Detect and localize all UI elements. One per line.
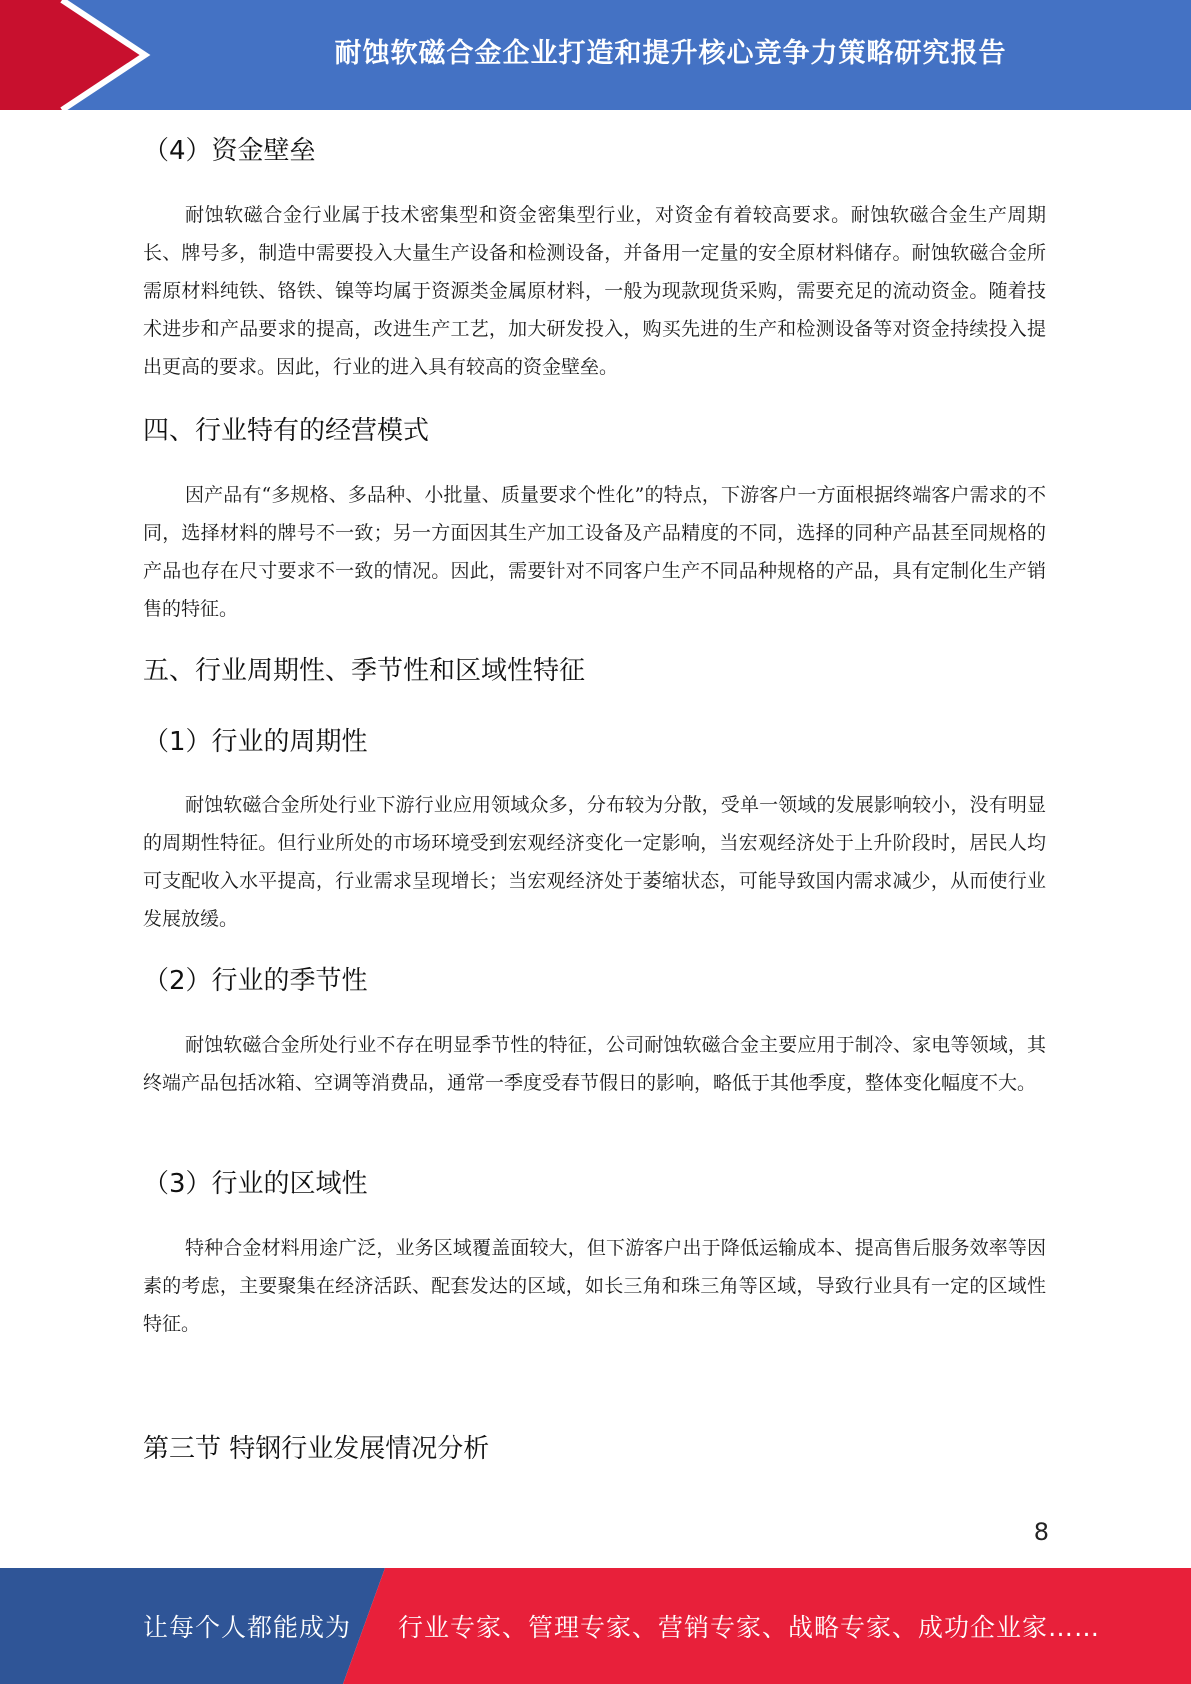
page-header-banner xyxy=(0,0,1191,110)
heading-business-model: 四、行业特有的经营模式 xyxy=(143,416,430,446)
heading-industry-characteristics: 五、行业周期性、季节性和区域性特征 xyxy=(143,656,586,686)
page-number: 8 xyxy=(1033,1518,1049,1546)
paragraph-cyclicality: 耐蚀软磁合金所处行业下游行业应用领域众多，分布较为分散，受单一领域的发展影响较小，没有明显的周期性特征。但行业所处的市场环境受到宏观经济变化一定影响，当宏观经济处于上升阶段时，居民人均可支配收入水平提高，行业需求呈现增长；当宏观经济处于萎缩状态，可能导致国内需求减少，从而使行业发展放缓。 xyxy=(143,794,1046,930)
header-arrow-decoration xyxy=(0,0,160,110)
report-title: 耐蚀软磁合金企业打造和提升核心竞争力策略研究报告 xyxy=(334,37,1007,69)
footer-slogan-left: 让每个人都能成为 xyxy=(143,1613,352,1642)
paragraph-capital-barrier: 耐蚀软磁合金行业属于技术密集型和资金密集型行业，对资金有着较高要求。耐蚀软磁合金生产周期长、牌号多，制造中需要投入大量生产设备和检测设备，并备用一定量的安全原材料储存。耐蚀软磁合金所需原材料纯铁、铬铁、镍等均属于资源类金属原材料，一般为现款现货采购，需要充足的流动资金。随着技术进步和产品要求的提高，改进生产工艺，加大研发投入，购买先进的生产和检测设备等对资金持续投入提出更高的要求。因此，行业的进入具有较高的资金壁垒。 xyxy=(143,204,1046,378)
paragraph-business-model: 因产品有“多规格、多品种、小批量、质量要求个性化”的特点，下游客户一方面根据终端客户需求的不同，选择材料的牌号不一致；另一方面因其生产加工设备及产品精度的不同，选择的同种产品甚至同规格的产品也存在尺寸要求不一致的情况。因此，需要针对不同客户生产不同品种规格的产品，具有定制化生产销售的特征。 xyxy=(143,484,1046,620)
paragraph-regionality: 特种合金材料用途广泛，业务区域覆盖面较大，但下游客户出于降低运输成本、提高售后服务效率等因素的考虑，主要聚集在经济活跃、配套发达的区域，如长三角和珠三角等区域，导致行业具有一定的区域性特征。 xyxy=(143,1237,1046,1335)
heading-regionality: （3）行业的区域性 xyxy=(143,1169,368,1199)
paragraph-seasonality: 耐蚀软磁合金所处行业不存在明显季节性的特征，公司耐蚀软磁合金主要应用于制冷、家电等领域，其终端产品包括冰箱、空调等消费品，通常一季度受春节假日的影响，略低于其他季度，整体变化幅度不大。 xyxy=(143,1034,1046,1094)
heading-cyclicality: （1）行业的周期性 xyxy=(143,727,368,757)
heading-seasonality: （2）行业的季节性 xyxy=(143,966,368,996)
heading-capital-barrier: （4）资金壁垒 xyxy=(143,136,316,166)
heading-chapter-special-steel: 第三节 特钢行业发展情况分析 xyxy=(143,1434,490,1464)
page-footer xyxy=(0,1568,1191,1684)
footer-slogan-right: 行业专家、管理专家、营销专家、战略专家、成功企业家…… xyxy=(398,1613,1101,1642)
